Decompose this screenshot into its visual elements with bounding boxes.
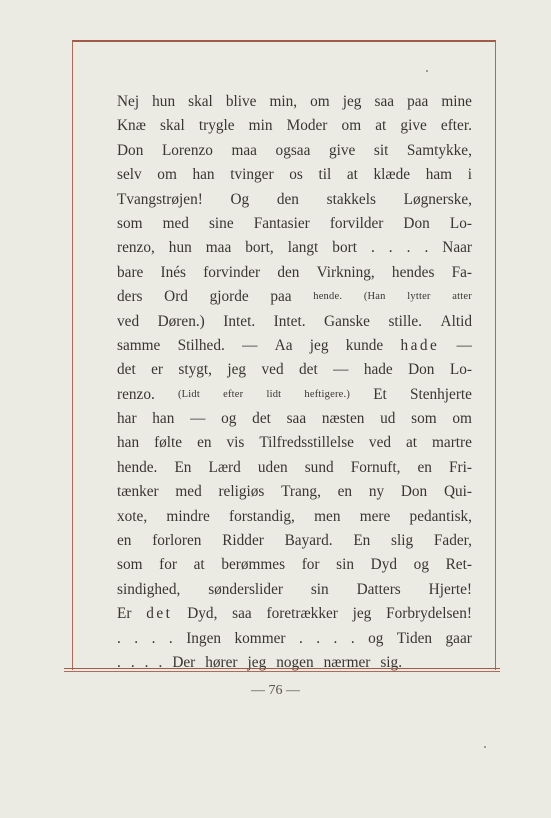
text-word: om bbox=[452, 410, 472, 428]
text-word: Dyd bbox=[370, 556, 398, 574]
text-word: ny bbox=[368, 483, 385, 501]
text-word: Ret- bbox=[445, 556, 472, 574]
text-word: Don bbox=[117, 141, 144, 159]
text-word: Og bbox=[230, 190, 250, 208]
text-word: at bbox=[346, 166, 358, 184]
text-block bbox=[117, 90, 472, 675]
text-word: samme bbox=[117, 336, 161, 354]
text-word: nærmer bbox=[323, 653, 371, 671]
text-word: om bbox=[157, 166, 177, 184]
text-word: min bbox=[248, 117, 273, 135]
text-word: Fader, bbox=[433, 532, 472, 550]
text-line bbox=[117, 114, 472, 138]
text-line bbox=[117, 90, 472, 114]
text-word: sit bbox=[373, 141, 389, 159]
text-word: en bbox=[337, 483, 353, 501]
text-word: uden bbox=[257, 458, 288, 476]
text-word: . bbox=[130, 653, 135, 671]
text-word: Lorenzo bbox=[161, 141, 213, 159]
text-word: tvinger bbox=[230, 166, 274, 184]
text-word: . bbox=[158, 653, 163, 671]
text-word: han bbox=[117, 434, 140, 452]
text-word: paa bbox=[407, 93, 429, 110]
text-word: mine bbox=[441, 93, 472, 110]
text-word: Datters bbox=[356, 580, 401, 598]
text-line bbox=[117, 212, 472, 236]
text-word: slig bbox=[391, 532, 414, 550]
text-word: sin bbox=[310, 580, 329, 598]
text-word: om bbox=[341, 117, 362, 135]
text-word: foretrækker bbox=[266, 605, 338, 623]
text-word: sin bbox=[336, 556, 355, 574]
text-word: Moder bbox=[286, 117, 328, 135]
text-word: i bbox=[467, 166, 472, 184]
text-word: stille. bbox=[388, 312, 423, 330]
text-word: hun bbox=[168, 239, 192, 257]
text-word: Ord bbox=[164, 288, 188, 306]
text-word: renzo, bbox=[117, 239, 155, 257]
text-line bbox=[117, 310, 472, 334]
text-word: ved bbox=[368, 434, 392, 452]
text-word: Bayard. bbox=[284, 532, 333, 550]
text-word: Fantasier bbox=[253, 214, 310, 232]
text-word: Hjerte! bbox=[428, 580, 472, 598]
text-line bbox=[117, 407, 472, 431]
text-word: . bbox=[388, 239, 393, 257]
text-word: Stenhjerte bbox=[409, 385, 472, 403]
text-line bbox=[117, 456, 472, 480]
text-word: med bbox=[175, 483, 202, 501]
text-word: og bbox=[368, 629, 384, 647]
text-word: hende. bbox=[117, 458, 158, 476]
text-word: jeg bbox=[309, 336, 329, 354]
text-word: hun bbox=[152, 93, 176, 110]
text-word: Don bbox=[403, 214, 430, 232]
text-word: Lærd bbox=[208, 458, 241, 476]
text-line bbox=[117, 163, 472, 187]
text-word: en bbox=[417, 458, 432, 476]
text-word: Virkning, bbox=[316, 263, 375, 281]
text-word: Lo- bbox=[449, 214, 472, 232]
text-word: En bbox=[174, 458, 192, 476]
text-word: Samtykke, bbox=[406, 141, 472, 159]
text-word: Tilfredsstillelse bbox=[259, 434, 354, 452]
text-line bbox=[117, 578, 472, 602]
text-word: skal bbox=[188, 93, 213, 110]
text-word: ders bbox=[117, 288, 143, 306]
text-word: jeg bbox=[247, 653, 267, 671]
text-word: . bbox=[316, 629, 321, 647]
text-line bbox=[117, 188, 472, 212]
text-word: sønderslider bbox=[208, 580, 283, 598]
text-word: Fri- bbox=[449, 458, 472, 476]
text-word: Ridder bbox=[222, 532, 264, 550]
text-word: paa bbox=[270, 288, 292, 306]
text-word: ogsaa bbox=[275, 141, 311, 159]
text-word: for bbox=[301, 556, 320, 574]
text-word: forloren bbox=[152, 532, 202, 550]
text-line bbox=[117, 602, 472, 626]
text-word: Nej bbox=[117, 93, 140, 110]
text-word: . bbox=[333, 629, 338, 647]
text-word: sund bbox=[304, 458, 334, 476]
text-word: heftigere.) bbox=[304, 388, 351, 400]
text-word: give bbox=[328, 141, 356, 159]
text-word: for bbox=[159, 556, 177, 574]
text-word: berømmes bbox=[221, 556, 286, 574]
text-word: tænker bbox=[117, 483, 159, 501]
text-word: og bbox=[413, 556, 429, 574]
text-word: . bbox=[144, 653, 149, 671]
text-word: jeg bbox=[352, 605, 372, 623]
text-word: . bbox=[424, 239, 429, 257]
text-word: xote, bbox=[117, 507, 148, 525]
text-word: forvilder bbox=[329, 214, 384, 232]
text-word: at bbox=[375, 117, 387, 135]
text-word: følte bbox=[154, 434, 183, 452]
text-word: den bbox=[277, 263, 300, 281]
text-word: stygt, bbox=[178, 361, 212, 379]
text-word: — bbox=[333, 361, 349, 379]
text-line bbox=[117, 480, 472, 504]
text-word: martre bbox=[432, 434, 472, 452]
text-word: Altid bbox=[440, 312, 472, 330]
paper-speck bbox=[484, 746, 486, 748]
text-word: stakkels bbox=[326, 190, 376, 208]
text-line bbox=[117, 334, 472, 358]
text-word: Ingen bbox=[186, 629, 222, 647]
paper-speck bbox=[426, 70, 428, 72]
text-word: — bbox=[456, 336, 472, 354]
text-word: gaar bbox=[445, 629, 472, 647]
text-word: en bbox=[197, 434, 212, 452]
text-word: som bbox=[117, 214, 143, 232]
text-word: sine bbox=[208, 214, 234, 232]
text-word: give bbox=[400, 117, 427, 135]
text-word: forstandig, bbox=[229, 507, 295, 525]
text-word: — bbox=[190, 410, 206, 428]
text-word: lidt bbox=[266, 388, 282, 400]
text-word: sig. bbox=[380, 653, 403, 671]
text-word: er bbox=[151, 361, 163, 379]
text-word: bort, bbox=[245, 239, 274, 257]
text-word: det bbox=[252, 410, 271, 428]
text-word: til bbox=[318, 166, 332, 184]
text-word: mindre bbox=[166, 507, 210, 525]
text-word: som bbox=[117, 556, 143, 574]
text-word: Fa- bbox=[451, 263, 472, 281]
text-word: Trang, bbox=[281, 483, 321, 501]
text-word: en bbox=[117, 532, 132, 550]
text-word: nogen bbox=[276, 653, 314, 671]
text-word: hende. bbox=[313, 291, 343, 303]
text-word: Tvangstrøjen! bbox=[117, 190, 203, 208]
text-word: saa bbox=[374, 93, 395, 110]
text-word: trygle bbox=[198, 117, 235, 135]
text-word: . bbox=[370, 239, 375, 257]
text-word: Qui- bbox=[443, 483, 472, 501]
text-word: Intet. bbox=[223, 312, 256, 330]
text-word: sindighed, bbox=[117, 580, 181, 598]
text-word: maa bbox=[205, 239, 232, 257]
text-word: Forbrydelsen! bbox=[386, 605, 472, 623]
text-word: Stilhed. bbox=[177, 336, 225, 354]
text-word: Tiden bbox=[396, 629, 433, 647]
text-word: næsten bbox=[321, 410, 365, 428]
text-word: som bbox=[411, 410, 437, 428]
text-word: langt bbox=[287, 239, 319, 257]
text-word: . bbox=[117, 629, 121, 647]
text-word: hade bbox=[363, 361, 393, 379]
text-line bbox=[117, 627, 472, 651]
text-word: . bbox=[406, 239, 411, 257]
text-word: ved bbox=[117, 312, 140, 330]
text-word: Knæ bbox=[117, 117, 146, 135]
text-word: min, bbox=[269, 93, 298, 110]
text-word: det bbox=[299, 361, 318, 379]
text-word: ved bbox=[261, 361, 284, 379]
text-word: Løgnerske, bbox=[403, 190, 472, 208]
text-word: Fornuft, bbox=[350, 458, 401, 476]
text-word: forvinder bbox=[203, 263, 261, 281]
text-word: (Han bbox=[363, 291, 386, 303]
text-word: det bbox=[146, 605, 173, 623]
text-word: jeg bbox=[342, 93, 362, 110]
text-word: med bbox=[162, 214, 189, 232]
text-line bbox=[117, 236, 472, 260]
text-word: kommer bbox=[234, 629, 286, 647]
text-word: pedantisk, bbox=[409, 507, 472, 525]
text-line bbox=[117, 139, 472, 163]
text-word: og bbox=[221, 410, 237, 428]
text-word: renzo. bbox=[117, 385, 155, 403]
text-word: den bbox=[276, 190, 299, 208]
text-word: vis bbox=[226, 434, 245, 452]
text-word: os bbox=[289, 166, 303, 184]
text-line bbox=[117, 505, 472, 529]
text-word: men bbox=[314, 507, 341, 525]
text-line bbox=[117, 383, 472, 407]
text-word: Døren.) bbox=[157, 312, 205, 330]
text-line bbox=[117, 358, 472, 382]
text-word: Ganske bbox=[324, 312, 370, 330]
text-word: han bbox=[192, 166, 215, 184]
text-word: Don bbox=[400, 483, 428, 501]
text-word: religiøs bbox=[218, 483, 265, 501]
text-word: bort bbox=[332, 239, 357, 257]
text-word: efter. bbox=[440, 117, 472, 135]
text-word: om bbox=[310, 93, 330, 110]
text-line bbox=[117, 431, 472, 455]
text-word: blive bbox=[225, 93, 257, 110]
text-word: . bbox=[151, 629, 156, 647]
text-word: ham bbox=[425, 166, 453, 184]
text-word: Lo- bbox=[449, 361, 472, 379]
text-word: det bbox=[117, 361, 136, 379]
text-word: selv bbox=[117, 166, 142, 184]
text-word: kunde bbox=[345, 336, 384, 354]
page-number: — 76 — bbox=[251, 683, 300, 698]
text-line bbox=[117, 285, 472, 309]
text-word: lytter bbox=[407, 291, 431, 303]
text-word: En bbox=[353, 532, 371, 550]
text-word: maa bbox=[231, 141, 257, 159]
text-word: hører bbox=[205, 653, 238, 671]
text-word: at bbox=[405, 434, 418, 452]
text-line bbox=[117, 553, 472, 577]
text-word: gjorde bbox=[209, 288, 249, 306]
bottom-rule bbox=[64, 668, 500, 672]
text-word: . bbox=[117, 653, 121, 671]
text-word: ud bbox=[380, 410, 396, 428]
text-word: Inés bbox=[160, 263, 187, 281]
text-word: Don bbox=[408, 361, 435, 379]
text-word: Der bbox=[172, 653, 196, 671]
text-word: saa bbox=[232, 605, 252, 623]
text-word: . bbox=[168, 629, 173, 647]
text-word: Dyd, bbox=[187, 605, 218, 623]
text-word: . bbox=[350, 629, 355, 647]
text-word: klæde bbox=[373, 166, 411, 184]
text-word: mere bbox=[359, 507, 391, 525]
text-word: (Lidt bbox=[177, 388, 200, 400]
text-word: Et bbox=[373, 385, 387, 403]
text-line bbox=[117, 529, 472, 553]
text-word: saa bbox=[286, 410, 307, 428]
text-word: hade bbox=[400, 336, 440, 354]
text-word: bare bbox=[117, 263, 144, 281]
text-word: skal bbox=[160, 117, 185, 135]
text-word: atter bbox=[452, 291, 472, 303]
text-word: har bbox=[117, 410, 137, 428]
text-word: efter bbox=[223, 388, 244, 400]
text-line bbox=[117, 261, 472, 285]
text-word: hendes bbox=[391, 263, 435, 281]
text-word: — bbox=[242, 336, 258, 354]
text-word: Intet. bbox=[273, 312, 306, 330]
text-word: . bbox=[298, 629, 303, 647]
text-word: at bbox=[193, 556, 205, 574]
text-word: Er bbox=[117, 605, 132, 623]
text-word: . bbox=[134, 629, 139, 647]
text-word: han bbox=[152, 410, 175, 428]
text-word: jeg bbox=[227, 361, 247, 379]
text-word: Naar bbox=[442, 239, 472, 257]
text-word: Aa bbox=[274, 336, 293, 354]
